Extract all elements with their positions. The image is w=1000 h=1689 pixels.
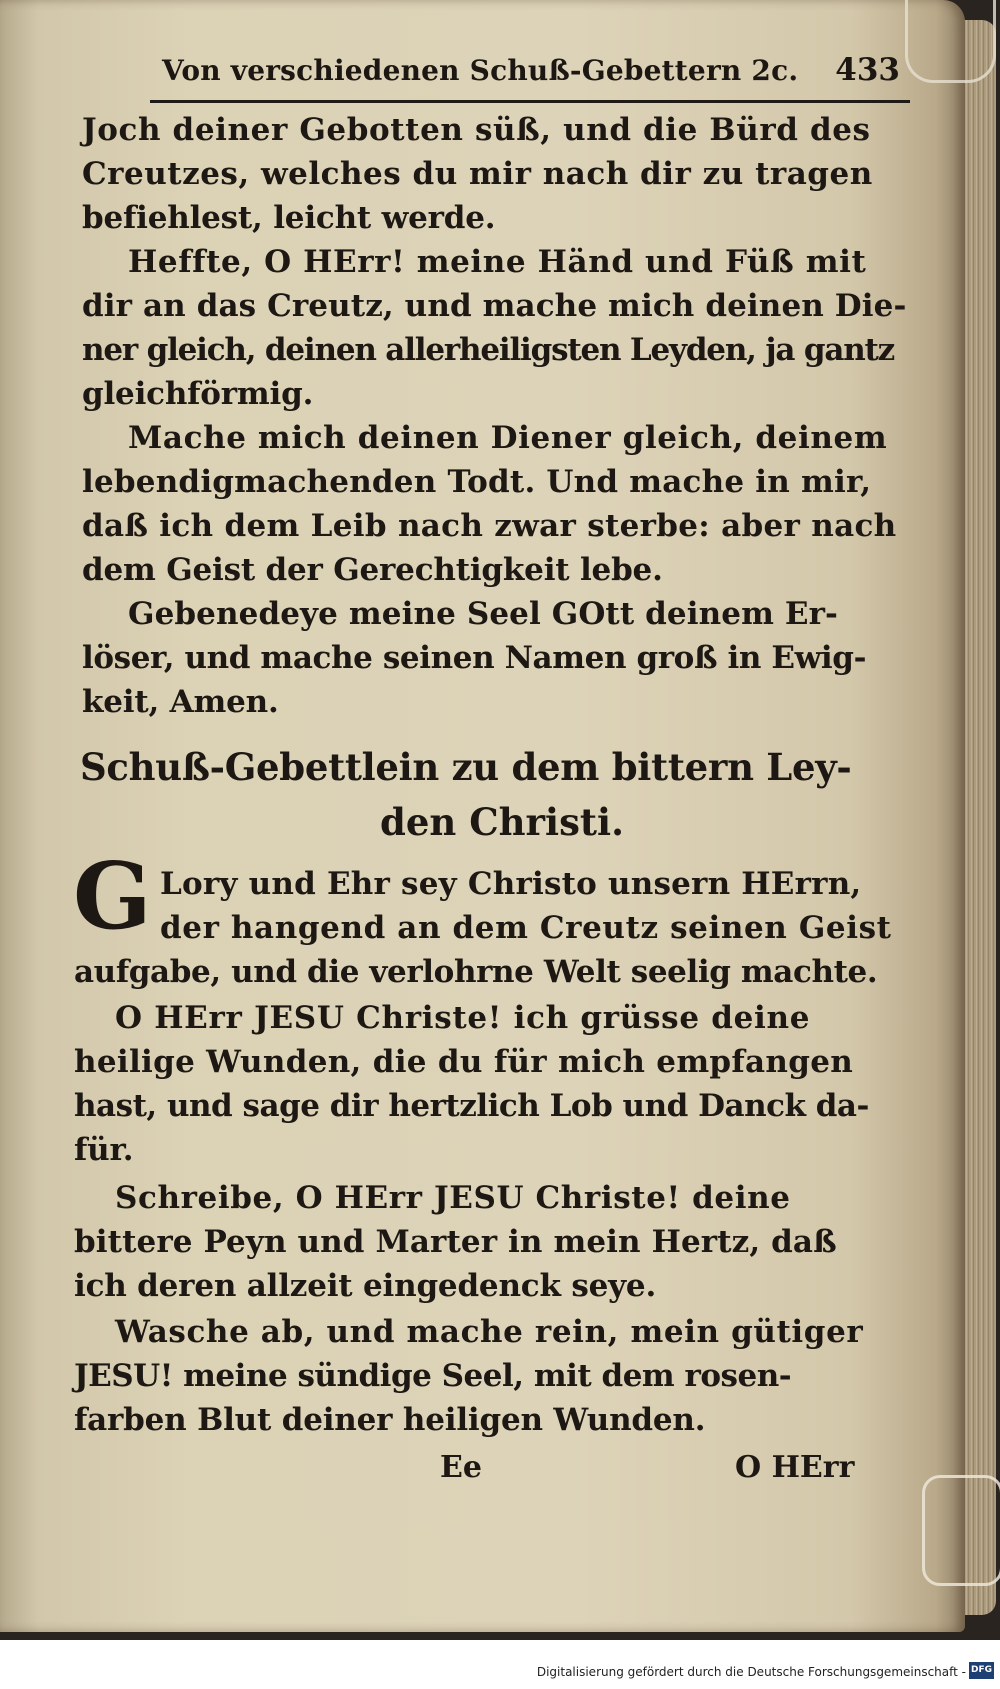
text-line: löser, und mache seinen Namen groß in Ewig- [82,640,867,676]
text-line: daß ich dem Leib nach zwar sterbe: aber nach [82,508,897,544]
text-line: bittere Peyn und Marter in mein Hertz, daß [74,1224,837,1260]
text-line: befiehlest, leicht werde. [82,200,496,236]
page-clip-top [905,0,996,83]
text-line: JESU! meine sündige Seel, mit dem rosen- [74,1358,792,1394]
text-line: lebendigmachenden Todt. Und mache in mir, [82,464,872,500]
text-line: dir an das Creutz, und mache mich deinen Die- [82,288,907,324]
text-line: dem Geist der Gerechtigkeit lebe. [82,552,663,588]
text-line: Creutzes, welches du mir nach dir zu tragen [82,156,873,192]
text-line: der hangend an dem Creutz seinen Geist [160,910,892,946]
text-line: für. [74,1132,134,1168]
section-heading-continued: den Christi. [380,800,624,844]
dfg-logo: DFG [969,1662,994,1679]
text-line: Wasche ab, und mache rein, mein gütiger [115,1314,864,1350]
page-edges [960,20,996,1615]
text-line: Gebenedeye meine Seel GOtt deinem Er- [128,596,839,632]
text-line: ich deren allzeit eingedenck seye. [74,1268,657,1304]
drop-initial: G [73,842,152,950]
credit-bar [0,1640,1000,1689]
digitization-credit: Digitalisierung gefördert durch die Deutsche Forschungsgemeinschaft - [536,1665,966,1679]
text-line: Mache mich deinen Diener gleich, deinem [128,420,888,456]
page-clip-bottom [922,1475,1000,1586]
section-heading: Schuß-Gebettlein zu dem bittern Ley- [80,745,852,789]
catchword: O HErr [735,1450,855,1485]
running-head: Von verschiedenen Schuß-Gebettern 2c. [162,54,799,87]
text-line: aufgabe, und die verlohrne Welt seelig machte. [74,954,878,990]
text-line: O HErr JESU Christe! ich grüsse deine [115,1000,811,1036]
signature-mark: Ee [440,1450,482,1485]
page-number: 433 [835,52,900,88]
text-line: hast, und sage dir hertzlich Lob und Danck da- [74,1088,869,1124]
page-header [150,48,910,103]
text-line: gleichförmig. [82,376,314,412]
text-line: keit, Amen. [82,684,279,720]
text-line: farben Blut deiner heiligen Wunden. [74,1402,706,1438]
text-line: Schreibe, O HErr JESU Christe! deine [115,1180,791,1216]
text-line: Joch deiner Gebotten süß, und die Bürd des [82,112,871,148]
text-line: Lory und Ehr sey Christo unsern HErrn, [160,866,862,902]
text-line: Heffte, O HErr! meine Händ und Füß mit [128,244,867,280]
text-line: heilige Wunden, die du für mich empfangen [74,1044,854,1080]
text-line: ner gleich, deinen allerheiligsten Leyden, ja gantz [82,332,895,368]
